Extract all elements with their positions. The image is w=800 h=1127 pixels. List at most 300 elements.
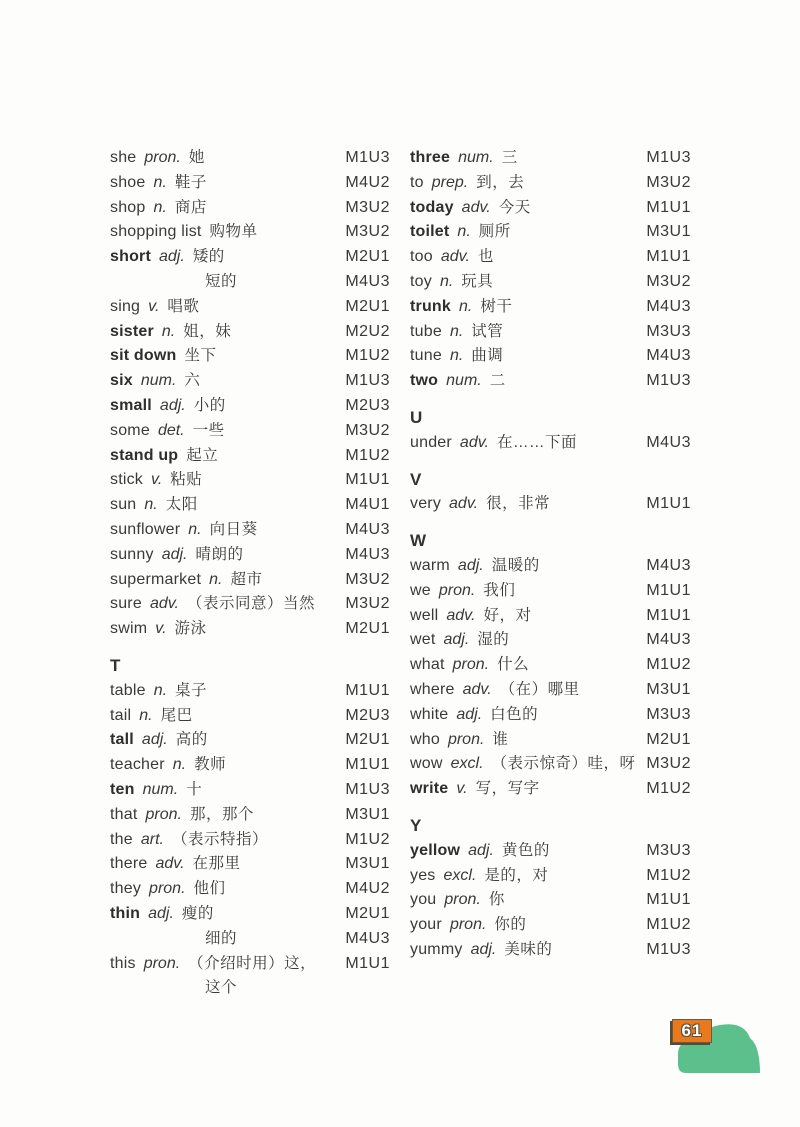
entry-definition: 温暖的	[491, 556, 540, 574]
entry-definition: 试管	[471, 322, 504, 340]
entry-part-of-speech: n.	[459, 297, 473, 315]
vocab-entry	[110, 902, 390, 927]
entry-word: shoe	[110, 173, 146, 191]
entry-definition: 晴朗的	[195, 545, 244, 563]
entry-text	[410, 220, 511, 245]
entry-part-of-speech: adv.	[449, 495, 479, 513]
entry-word: tube	[410, 322, 442, 340]
vocab-entry	[110, 592, 390, 617]
vocab-entry	[110, 196, 390, 221]
entry-word: where	[410, 680, 455, 698]
entry-text	[110, 976, 237, 1001]
entry-word: swim	[110, 620, 148, 638]
entry-part-of-speech: adj.	[457, 556, 484, 574]
entry-part-of-speech: pron.	[449, 916, 487, 934]
entry-definition: 向日葵	[209, 520, 258, 538]
vocab-entry	[110, 320, 390, 345]
entry-module-code: M4U3	[345, 929, 390, 947]
section-letter: V	[410, 469, 422, 489]
vocab-entry	[410, 492, 691, 517]
entry-part-of-speech: pron.	[447, 730, 485, 748]
vocab-entry	[410, 171, 691, 196]
entry-word: sure	[110, 595, 142, 613]
entry-text	[410, 245, 494, 270]
entry-definition: 好，对	[483, 606, 532, 624]
entry-part-of-speech: n.	[153, 173, 167, 191]
entry-definition: 商店	[174, 198, 207, 216]
vocab-entry	[410, 728, 691, 753]
entry-part-of-speech: art.	[140, 830, 164, 848]
entry-word: shop	[110, 198, 146, 216]
vocab-entry	[410, 245, 691, 270]
entry-definition: 桌子	[175, 681, 208, 699]
vocab-entry	[410, 628, 691, 653]
entry-text	[110, 270, 237, 295]
entry-part-of-speech: n.	[161, 322, 176, 340]
entry-definition: 也	[477, 248, 494, 266]
vocab-entry	[110, 245, 390, 270]
entry-definition: 矮的	[192, 248, 225, 266]
entry-module-code: M1U3	[646, 940, 691, 958]
entry-text	[410, 320, 503, 345]
entry-text	[410, 196, 531, 221]
vocab-entry	[410, 913, 691, 938]
vocab-entry	[110, 679, 390, 704]
vocab-entry	[410, 604, 691, 629]
vocab-entry	[410, 579, 691, 604]
entry-definition: （表示惊奇）哇，呀	[491, 755, 636, 773]
entry-definition: 很，非常	[486, 495, 551, 513]
entry-word: who	[410, 730, 440, 748]
entry-definition: 白色的	[490, 705, 539, 723]
entry-word: you	[410, 891, 437, 909]
vocab-entry	[410, 554, 691, 579]
vocab-entry	[410, 344, 691, 369]
entry-module-code: M2U3	[345, 396, 390, 414]
entry-word: wow	[410, 755, 443, 773]
vocab-entry	[110, 852, 390, 877]
entry-text	[410, 703, 538, 728]
entry-definition: 二	[489, 372, 506, 390]
entry-module-code: M3U3	[646, 322, 691, 340]
entry-module-code: M2U1	[345, 297, 390, 315]
entry-definition: 她	[188, 149, 205, 166]
vocab-entry	[410, 220, 691, 245]
entry-module-code: M1U3	[345, 149, 390, 166]
entry-module-code: M1U3	[646, 372, 691, 390]
entry-module-code: M1U1	[646, 248, 691, 266]
entry-module-code: M1U2	[646, 780, 691, 798]
entry-word: some	[110, 421, 150, 439]
entry-text	[410, 344, 503, 369]
entry-text	[410, 171, 524, 196]
vocab-entry	[110, 444, 390, 469]
entry-part-of-speech: adj.	[141, 731, 168, 749]
vocab-entry	[410, 703, 691, 728]
entry-text	[410, 938, 552, 963]
entry-definition: 小的	[193, 396, 226, 414]
entry-text	[410, 839, 550, 864]
entry-text	[410, 431, 577, 456]
entry-word: sunflower	[110, 520, 181, 538]
entry-module-code: M3U2	[345, 595, 390, 613]
entry-module-code: M1U2	[646, 866, 691, 884]
glossary-column-right	[410, 146, 691, 963]
entry-word: yes	[410, 866, 436, 884]
entry-word: yummy	[410, 940, 463, 958]
entry-definition: 那，那个	[189, 805, 254, 823]
entry-definition: 今天	[498, 198, 531, 216]
entry-definition: 写，写字	[475, 780, 540, 798]
entry-text	[110, 852, 241, 877]
vocab-entry	[410, 777, 691, 802]
entry-text	[410, 913, 526, 938]
entry-word: that	[110, 805, 138, 823]
vocab-entry	[110, 803, 390, 828]
vocab-entry	[110, 778, 390, 803]
entry-text	[110, 344, 217, 369]
entry-word: stand up	[110, 446, 179, 464]
entry-definition: 谁	[492, 730, 509, 748]
entry-text	[410, 295, 512, 320]
entry-text	[410, 678, 580, 703]
entry-text	[410, 492, 550, 517]
vocab-entry	[110, 543, 390, 568]
entry-definition: （表示同意）当然	[187, 595, 316, 613]
entry-word: tune	[410, 347, 442, 365]
entry-word: your	[410, 916, 442, 934]
entry-text	[110, 753, 226, 778]
entry-word: toilet	[410, 223, 450, 241]
vocab-entry	[410, 270, 691, 295]
entry-definition: （在）哪里	[499, 680, 580, 698]
entry-definition: 教师	[194, 756, 227, 774]
entry-definition: 黄色的	[501, 841, 550, 859]
entry-word: write	[410, 780, 449, 798]
entry-module-code: M3U2	[345, 198, 390, 216]
vocab-entry	[410, 678, 691, 703]
page-number-badge	[672, 1019, 712, 1043]
entry-definition: 在……下面	[496, 433, 577, 451]
entry-part-of-speech: adv.	[461, 198, 491, 216]
entry-word: sit down	[110, 347, 177, 365]
page-number: 61	[681, 1021, 703, 1040]
entry-part-of-speech: v.	[148, 297, 160, 315]
entry-word: tall	[110, 731, 134, 749]
section-letter: W	[410, 531, 427, 551]
entry-word: toy	[410, 272, 432, 290]
entry-text	[110, 518, 258, 543]
entry-module-code: M1U2	[345, 830, 390, 848]
entry-module-code: M4U3	[646, 297, 691, 315]
entry-text	[410, 777, 540, 802]
entry-text	[110, 369, 200, 394]
entry-word: two	[410, 372, 439, 390]
entry-word: sing	[110, 297, 141, 315]
entry-module-code: M4U1	[345, 496, 390, 514]
entry-text	[410, 146, 518, 171]
entry-module-code: M3U3	[646, 841, 691, 859]
entry-definition: 你的	[494, 916, 527, 934]
section-letter: Y	[410, 815, 422, 835]
entry-word: to	[410, 173, 424, 191]
entry-part-of-speech: n.	[172, 756, 187, 774]
entry-word: sunny	[110, 545, 154, 563]
vocab-entry	[110, 493, 390, 518]
entry-part-of-speech: adj.	[470, 940, 497, 958]
entry-part-of-speech: n.	[153, 198, 167, 216]
entry-text	[110, 679, 207, 704]
entry-text	[110, 704, 193, 729]
vocab-entry	[110, 828, 390, 853]
entry-part-of-speech: excl.	[450, 755, 484, 773]
entry-module-code: M1U1	[646, 495, 691, 513]
section-letter: T	[110, 655, 121, 675]
entry-module-code: M2U3	[345, 706, 390, 724]
vocab-entry	[110, 419, 390, 444]
entry-definition: 三	[501, 149, 518, 166]
entry-definition: 湿的	[477, 631, 510, 649]
entry-module-code: M1U3	[345, 780, 390, 798]
vocab-entry	[110, 220, 390, 245]
vocab-entry	[110, 394, 390, 419]
entry-module-code: M1U1	[646, 581, 691, 599]
entry-text	[110, 419, 225, 444]
vocab-entry	[110, 171, 390, 196]
entry-definition: 是的，对	[484, 866, 549, 884]
entry-part-of-speech: pron.	[452, 656, 490, 674]
entry-definition: 一些	[192, 421, 225, 439]
entry-text	[110, 592, 315, 617]
entry-module-code: M3U2	[345, 421, 390, 439]
entry-part-of-speech: pron.	[145, 805, 182, 823]
entry-definition: （介绍时用）这，	[188, 954, 317, 972]
entry-text	[110, 952, 316, 977]
vocab-entry	[410, 938, 691, 963]
entry-module-code: M1U2	[345, 446, 390, 464]
entry-word: short	[110, 248, 151, 266]
entry-definition: 美味的	[504, 940, 553, 958]
entry-module-code: M1U1	[646, 198, 691, 216]
entry-module-code: M2U1	[345, 731, 390, 749]
vocab-entry	[410, 196, 691, 221]
entry-part-of-speech: adv.	[440, 248, 470, 266]
section-letter: U	[410, 407, 423, 427]
entry-word: well	[410, 606, 439, 624]
entry-part-of-speech: num.	[446, 372, 482, 390]
vocab-entry	[410, 653, 691, 678]
entry-module-code: M1U1	[345, 756, 390, 774]
entry-module-code: M2U2	[345, 322, 390, 340]
entry-module-code: M3U1	[345, 805, 390, 823]
entry-word: yellow	[410, 841, 461, 859]
entry-part-of-speech: prep.	[431, 173, 469, 191]
entry-part-of-speech: n.	[139, 706, 153, 724]
entry-module-code: M1U3	[345, 372, 390, 390]
entry-part-of-speech: pron.	[444, 891, 481, 909]
entry-module-code: M3U1	[646, 680, 691, 698]
entry-part-of-speech: det.	[157, 421, 185, 439]
entry-definition: 这个	[205, 979, 238, 997]
vocab-entry	[410, 369, 691, 394]
entry-part-of-speech: adj.	[443, 631, 470, 649]
entry-text	[410, 653, 529, 678]
vocab-entry	[110, 295, 390, 320]
entry-text	[110, 295, 199, 320]
vocab-entry	[410, 320, 691, 345]
entry-part-of-speech: pron.	[438, 581, 476, 599]
glossary-column-left	[110, 146, 390, 1001]
vocab-entry	[410, 295, 691, 320]
entry-part-of-speech: adj.	[161, 545, 188, 563]
entry-word: this	[110, 954, 136, 972]
entry-part-of-speech: adj.	[456, 705, 483, 723]
entry-text	[110, 728, 208, 753]
entry-text	[110, 220, 258, 245]
entry-definition: 游泳	[174, 620, 207, 638]
entry-text	[410, 554, 540, 579]
entry-word: tail	[110, 706, 132, 724]
entry-module-code: M1U1	[646, 891, 691, 909]
entry-definition: 树干	[480, 297, 513, 315]
entry-definition: 超市	[230, 570, 263, 588]
entry-text	[410, 604, 531, 629]
entry-definition: 唱歌	[167, 297, 200, 315]
entry-word: table	[110, 681, 146, 699]
entry-text	[110, 927, 237, 952]
entry-word: very	[410, 495, 442, 513]
entry-part-of-speech: num.	[142, 780, 179, 798]
entry-definition: 姐，妹	[183, 322, 232, 340]
entry-word: there	[110, 855, 148, 873]
vocab-entry-continuation	[110, 976, 390, 1001]
entry-part-of-speech: adv.	[155, 855, 185, 873]
vocab-entry	[110, 468, 390, 493]
vocab-entry-continuation	[110, 270, 390, 295]
entry-module-code: M4U3	[646, 556, 691, 574]
entry-definition: 瘦的	[181, 904, 214, 922]
entry-part-of-speech: n.	[439, 272, 454, 290]
entry-definition: 短的	[205, 272, 238, 290]
entry-part-of-speech: adj.	[159, 248, 185, 266]
entry-module-code: M1U1	[345, 681, 390, 699]
entry-definition: 起立	[186, 446, 219, 464]
entry-text	[410, 752, 636, 777]
entry-module-code: M4U3	[345, 545, 390, 563]
entry-word: six	[110, 372, 133, 390]
vocab-entry	[110, 877, 390, 902]
entry-text	[410, 628, 509, 653]
entry-module-code: M4U3	[646, 631, 691, 649]
entry-module-code: M1U2	[646, 916, 691, 934]
entry-text	[110, 245, 225, 270]
entry-definition: 六	[184, 372, 201, 390]
entry-part-of-speech: adv.	[446, 606, 476, 624]
entry-module-code: M3U2	[345, 223, 390, 241]
entry-module-code: M1U2	[345, 347, 390, 365]
entry-word: the	[110, 830, 133, 848]
entry-word: teacher	[110, 756, 165, 774]
entry-part-of-speech: adv.	[459, 433, 489, 451]
vocab-entry	[110, 518, 390, 543]
entry-module-code: M2U1	[345, 248, 390, 266]
vocab-entry	[110, 568, 390, 593]
entry-module-code: M4U3	[646, 347, 691, 365]
vocab-entry	[410, 888, 691, 913]
entry-part-of-speech: pron.	[149, 880, 186, 898]
vocab-entry	[110, 617, 390, 642]
entry-part-of-speech: adj.	[159, 396, 186, 414]
entry-definition: 细的	[205, 929, 238, 947]
entry-definition: 购物单	[209, 223, 258, 241]
entry-part-of-speech: adj.	[468, 841, 494, 859]
entry-definition: 厕所	[478, 223, 511, 241]
entry-definition: 曲调	[471, 347, 504, 365]
entry-word: warm	[410, 556, 450, 574]
entry-definition: 你	[488, 891, 505, 909]
entry-part-of-speech: v.	[151, 471, 163, 489]
entry-definition: 我们	[483, 581, 516, 599]
entry-part-of-speech: adv.	[462, 680, 492, 698]
entry-part-of-speech: adj.	[148, 904, 174, 922]
entry-module-code: M4U2	[345, 880, 390, 898]
entry-definition: 高的	[175, 731, 208, 749]
entry-word: under	[410, 433, 452, 451]
entry-module-code: M1U1	[646, 606, 691, 624]
entry-part-of-speech: n.	[449, 322, 464, 340]
entry-text	[410, 369, 506, 394]
entry-part-of-speech: v.	[155, 620, 167, 638]
entry-word: sun	[110, 496, 137, 514]
vocab-entry	[110, 952, 390, 977]
entry-text	[110, 568, 262, 593]
entry-text	[110, 543, 244, 568]
entry-definition: 在那里	[192, 855, 241, 873]
entry-part-of-speech: n.	[457, 223, 471, 241]
entry-text	[110, 146, 205, 171]
entry-part-of-speech: n.	[209, 570, 223, 588]
entry-part-of-speech: n.	[449, 347, 464, 365]
entry-definition: 他们	[193, 880, 226, 898]
entry-text	[110, 171, 207, 196]
entry-word: today	[410, 198, 454, 216]
entry-module-code: M2U1	[345, 904, 390, 922]
vocab-entry	[110, 704, 390, 729]
entry-word: stick	[110, 471, 143, 489]
entry-word: sister	[110, 322, 154, 340]
entry-word: we	[410, 581, 431, 599]
entry-part-of-speech: n.	[188, 520, 202, 538]
entry-module-code: M3U2	[646, 173, 691, 191]
entry-module-code: M4U3	[646, 433, 691, 451]
entry-text	[410, 888, 505, 913]
entry-part-of-speech: n.	[144, 496, 158, 514]
entry-word: ten	[110, 780, 135, 798]
entry-part-of-speech: v.	[456, 780, 468, 798]
entry-text	[110, 617, 207, 642]
entry-word: small	[110, 396, 152, 414]
entry-text	[410, 864, 548, 889]
vocab-entry	[110, 146, 390, 171]
entry-text	[110, 320, 231, 345]
entry-module-code: M3U2	[646, 755, 691, 773]
entry-part-of-speech: excl.	[443, 866, 477, 884]
entry-definition: 尾巴	[160, 706, 193, 724]
entry-definition: 到，去	[476, 173, 525, 191]
entry-module-code: M2U1	[646, 730, 691, 748]
entry-text	[110, 196, 207, 221]
entry-word: too	[410, 248, 433, 266]
